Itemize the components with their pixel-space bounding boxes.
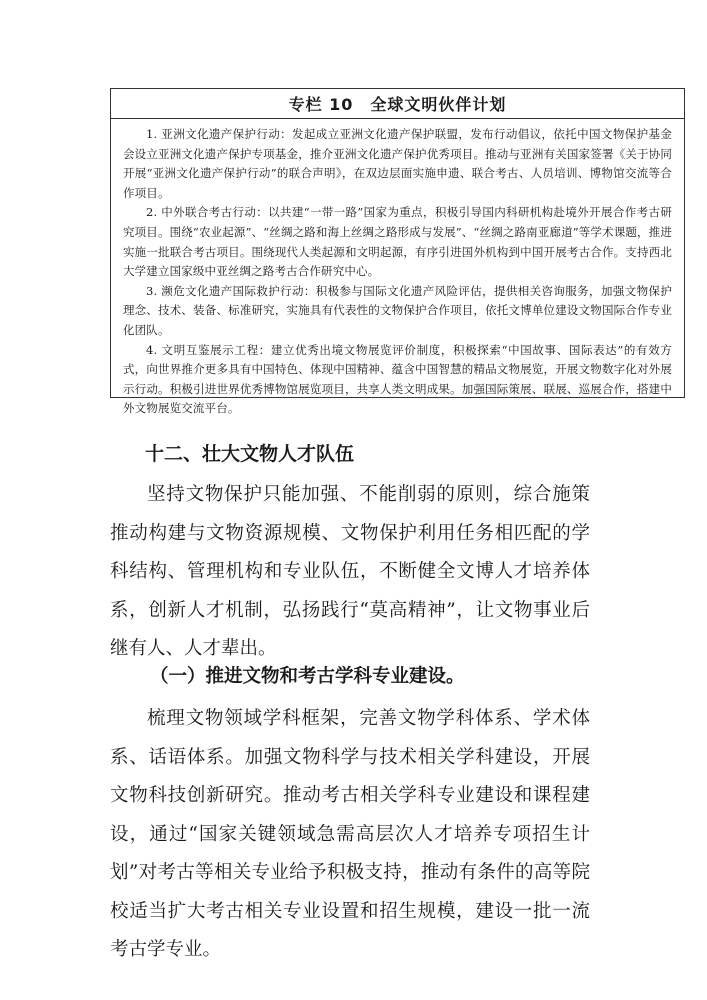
column-title: 专栏 10 全球文明伙伴计划 bbox=[111, 89, 684, 119]
subsection-body: 梳理文物领域学科框架，完善文物学科体系、学术体系、话语体系。加强文物科学与技术相关学科建设，开展文物科技创新研究。推动考古相关学科专业建设和课程建设，通过“国家关键领域急需高层次人才培养专项招生计划”对考古等相关专业给予积极支持，推动有条件的高等院校适当扩大考古相关专业设置和招生规模，建设一批一流考古学专业。 bbox=[110, 708, 590, 960]
column-item-lead: 1. 亚洲文化遗产保护行动： bbox=[146, 127, 293, 141]
column-box bbox=[110, 88, 685, 416]
column-item bbox=[123, 125, 672, 203]
column-item-lead: 3. 濒危文化遗产国际救护行动： bbox=[146, 283, 316, 298]
column-item-text: 积极参与国际文化遗产风险评估，提供相关咨询服务，加强文物保护理念、技术、装备、标准研究，实施具有代表性的文物保护合作项目，依托文博单位建设文物国际合作专业化团队。 bbox=[123, 283, 673, 337]
subsection-heading: （一）推进文物和考古学科专业建设。 bbox=[150, 666, 465, 687]
column-item-text: 建立优秀出境文物展览评价制度，积极探索“中国故事、国际表达”的有效方式，向世界推介更多具有中国特色、体现中国精神、蕴含中国智慧的精品文物展览，开展文物数字化对外展示行动。积极引进世界优秀博物馆展览项目，共享人类文明成果。加强国际策展、联展、巡展合作，搭建中外文物展览交流平台。 bbox=[123, 342, 672, 416]
column-item-text: 以共建“一带一路”国家为重点，积极引导国内科研机构赴境外开展合作考古研究项目。围绕“农业起源”、“丝绸之路和海上丝绸之路形成与发展”、“丝绸之路南亚廊道”等学术课题，推进实施一批联合考古项目。围绕现代人类起源和文明起源，有序引进国外机构到中国开展考古合作。支持西北大学建立国家级中亚丝绸之路考古合作研究中心。 bbox=[123, 205, 672, 279]
column-item bbox=[123, 203, 672, 281]
column-body bbox=[111, 119, 684, 419]
column-item bbox=[123, 341, 672, 419]
column-item-text: 发起成立亚洲文化遗产保护联盟，发布行动倡议，依托中国文物保护基金会设立亚洲文化遗产保护专项基金，推介亚洲文化遗产保护优秀项目。推动与亚洲有关国家签署《关于协同开展“亚洲文化遗产保护行动”的联合声明》，在双边层面实施申遗、联合考古、人员培训、博物馆交流等合作项目。 bbox=[123, 127, 672, 200]
section-heading: 十二、壮大文物人才队伍 bbox=[145, 443, 355, 465]
section-intro: 坚持文物保护只能加强、不能削弱的原则，综合施策推动构建与文物资源规模、文物保护利用任务相匹配的学科结构、管理机构和专业队伍，不断健全文博人才培养体系，创新人才机制，弘扬践行“莫高精神”，让文物事业后继有人、人才辈出。 bbox=[110, 484, 590, 659]
column-item-lead: 4. 文明互鉴展示工程： bbox=[146, 342, 271, 357]
column-item-lead: 2. 中外联合考古行动： bbox=[146, 205, 269, 220]
column-item bbox=[123, 282, 672, 341]
